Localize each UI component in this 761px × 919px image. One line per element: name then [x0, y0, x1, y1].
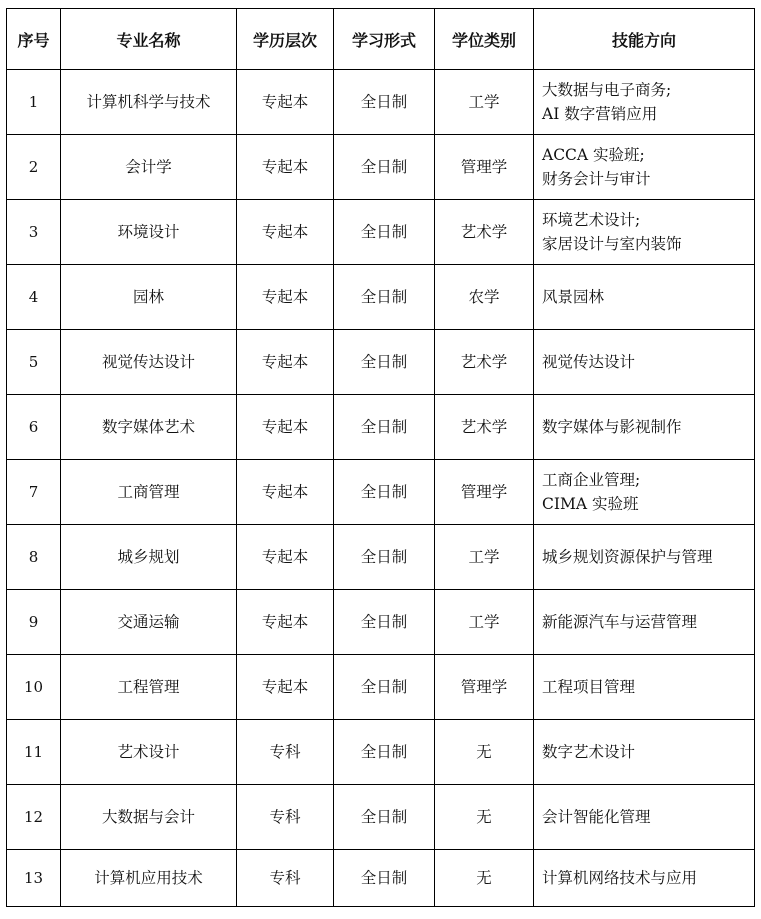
skill-line: 工程项目管理 [542, 678, 636, 696]
skill-line: 环境艺术设计; [542, 211, 641, 229]
cell-study-mode: 全日制 [334, 265, 435, 330]
cell-study-mode: 全日制 [334, 655, 435, 720]
header-row [7, 9, 755, 70]
cell-major-name: 计算机科学与技术 [61, 70, 237, 135]
cell-skill-direction [534, 720, 755, 785]
cell-index: 11 [7, 720, 61, 785]
cell-degree-type: 管理学 [435, 655, 534, 720]
skill-line: 会计智能化管理 [542, 808, 651, 826]
cell-index: 10 [7, 655, 61, 720]
cell-education-level: 专起本 [237, 200, 334, 265]
cell-degree-type: 工学 [435, 525, 534, 590]
table-row [7, 200, 755, 265]
cell-degree-type: 无 [435, 785, 534, 850]
cell-study-mode: 全日制 [334, 525, 435, 590]
skill-line: 计算机网络技术与应用 [542, 869, 698, 887]
table-row [7, 395, 755, 460]
majors-table [6, 8, 755, 907]
cell-index: 6 [7, 395, 61, 460]
cell-degree-type: 艺术学 [435, 200, 534, 265]
skill-line: 大数据与电子商务; [542, 81, 672, 99]
cell-index: 5 [7, 330, 61, 395]
cell-education-level: 专起本 [237, 395, 334, 460]
cell-education-level: 专起本 [237, 525, 334, 590]
cell-skill-direction [534, 460, 755, 525]
cell-index: 8 [7, 525, 61, 590]
skill-line: 风景园林 [542, 288, 605, 306]
cell-major-name: 交通运输 [61, 590, 237, 655]
cell-education-level: 专起本 [237, 135, 334, 200]
table-row [7, 135, 755, 200]
table-row [7, 265, 755, 330]
cell-education-level: 专起本 [237, 265, 334, 330]
header-education-level: 学历层次 [237, 9, 334, 70]
cell-major-name: 数字媒体艺术 [61, 395, 237, 460]
cell-degree-type: 无 [435, 850, 534, 907]
cell-skill-direction [534, 200, 755, 265]
table-row [7, 460, 755, 525]
cell-degree-type: 工学 [435, 70, 534, 135]
cell-index: 12 [7, 785, 61, 850]
cell-degree-type: 无 [435, 720, 534, 785]
cell-index: 4 [7, 265, 61, 330]
cell-index: 13 [7, 850, 61, 907]
cell-skill-direction [534, 70, 755, 135]
cell-education-level: 专起本 [237, 460, 334, 525]
header-major-name: 专业名称 [61, 9, 237, 70]
cell-major-name: 环境设计 [61, 200, 237, 265]
cell-index: 1 [7, 70, 61, 135]
table-row [7, 525, 755, 590]
cell-study-mode: 全日制 [334, 850, 435, 907]
cell-skill-direction [534, 655, 755, 720]
cell-study-mode: 全日制 [334, 330, 435, 395]
table-row [7, 850, 755, 907]
cell-education-level: 专科 [237, 720, 334, 785]
cell-degree-type: 艺术学 [435, 395, 534, 460]
cell-education-level: 专起本 [237, 655, 334, 720]
skill-line: 财务会计与审计 [542, 170, 651, 188]
cell-study-mode: 全日制 [334, 395, 435, 460]
cell-degree-type: 农学 [435, 265, 534, 330]
header-index: 序号 [7, 9, 61, 70]
cell-skill-direction [534, 590, 755, 655]
skill-line: 城乡规划资源保护与管理 [542, 548, 713, 566]
cell-degree-type: 管理学 [435, 135, 534, 200]
cell-index: 3 [7, 200, 61, 265]
cell-skill-direction [534, 330, 755, 395]
cell-study-mode: 全日制 [334, 785, 435, 850]
cell-skill-direction [534, 525, 755, 590]
header-degree-type: 学位类别 [435, 9, 534, 70]
cell-index: 2 [7, 135, 61, 200]
skill-line: 新能源汽车与运营管理 [542, 613, 698, 631]
skill-line: 视觉传达设计 [542, 353, 636, 371]
cell-major-name: 会计学 [61, 135, 237, 200]
cell-major-name: 艺术设计 [61, 720, 237, 785]
majors-table-container [6, 8, 754, 907]
cell-major-name: 城乡规划 [61, 525, 237, 590]
cell-education-level: 专科 [237, 850, 334, 907]
cell-education-level: 专科 [237, 785, 334, 850]
skill-line: 数字媒体与影视制作 [542, 418, 682, 436]
cell-study-mode: 全日制 [334, 135, 435, 200]
cell-index: 7 [7, 460, 61, 525]
cell-study-mode: 全日制 [334, 70, 435, 135]
skill-line: 家居设计与室内装饰 [542, 235, 682, 253]
table-row [7, 70, 755, 135]
cell-degree-type: 工学 [435, 590, 534, 655]
cell-skill-direction [534, 785, 755, 850]
cell-skill-direction [534, 265, 755, 330]
table-row [7, 590, 755, 655]
skill-line: CIMA 实验班 [542, 495, 639, 513]
cell-education-level: 专起本 [237, 330, 334, 395]
cell-major-name: 视觉传达设计 [61, 330, 237, 395]
header-study-mode: 学习形式 [334, 9, 435, 70]
cell-major-name: 工商管理 [61, 460, 237, 525]
cell-study-mode: 全日制 [334, 460, 435, 525]
skill-line: AI 数字营销应用 [542, 105, 658, 123]
table-row [7, 720, 755, 785]
cell-study-mode: 全日制 [334, 720, 435, 785]
cell-major-name: 计算机应用技术 [61, 850, 237, 907]
cell-skill-direction [534, 395, 755, 460]
table-row [7, 785, 755, 850]
cell-skill-direction [534, 135, 755, 200]
cell-study-mode: 全日制 [334, 590, 435, 655]
cell-degree-type: 艺术学 [435, 330, 534, 395]
header-skill-direction: 技能方向 [534, 9, 755, 70]
cell-education-level: 专起本 [237, 70, 334, 135]
table-row [7, 330, 755, 395]
skill-line: 工商企业管理; [542, 471, 641, 489]
table-row [7, 655, 755, 720]
cell-degree-type: 管理学 [435, 460, 534, 525]
cell-major-name: 大数据与会计 [61, 785, 237, 850]
cell-index: 9 [7, 590, 61, 655]
cell-study-mode: 全日制 [334, 200, 435, 265]
cell-major-name: 工程管理 [61, 655, 237, 720]
cell-major-name: 园林 [61, 265, 237, 330]
cell-education-level: 专起本 [237, 590, 334, 655]
cell-skill-direction [534, 850, 755, 907]
skill-line: 数字艺术设计 [542, 743, 636, 761]
skill-line: ACCA 实验班; [542, 146, 645, 164]
